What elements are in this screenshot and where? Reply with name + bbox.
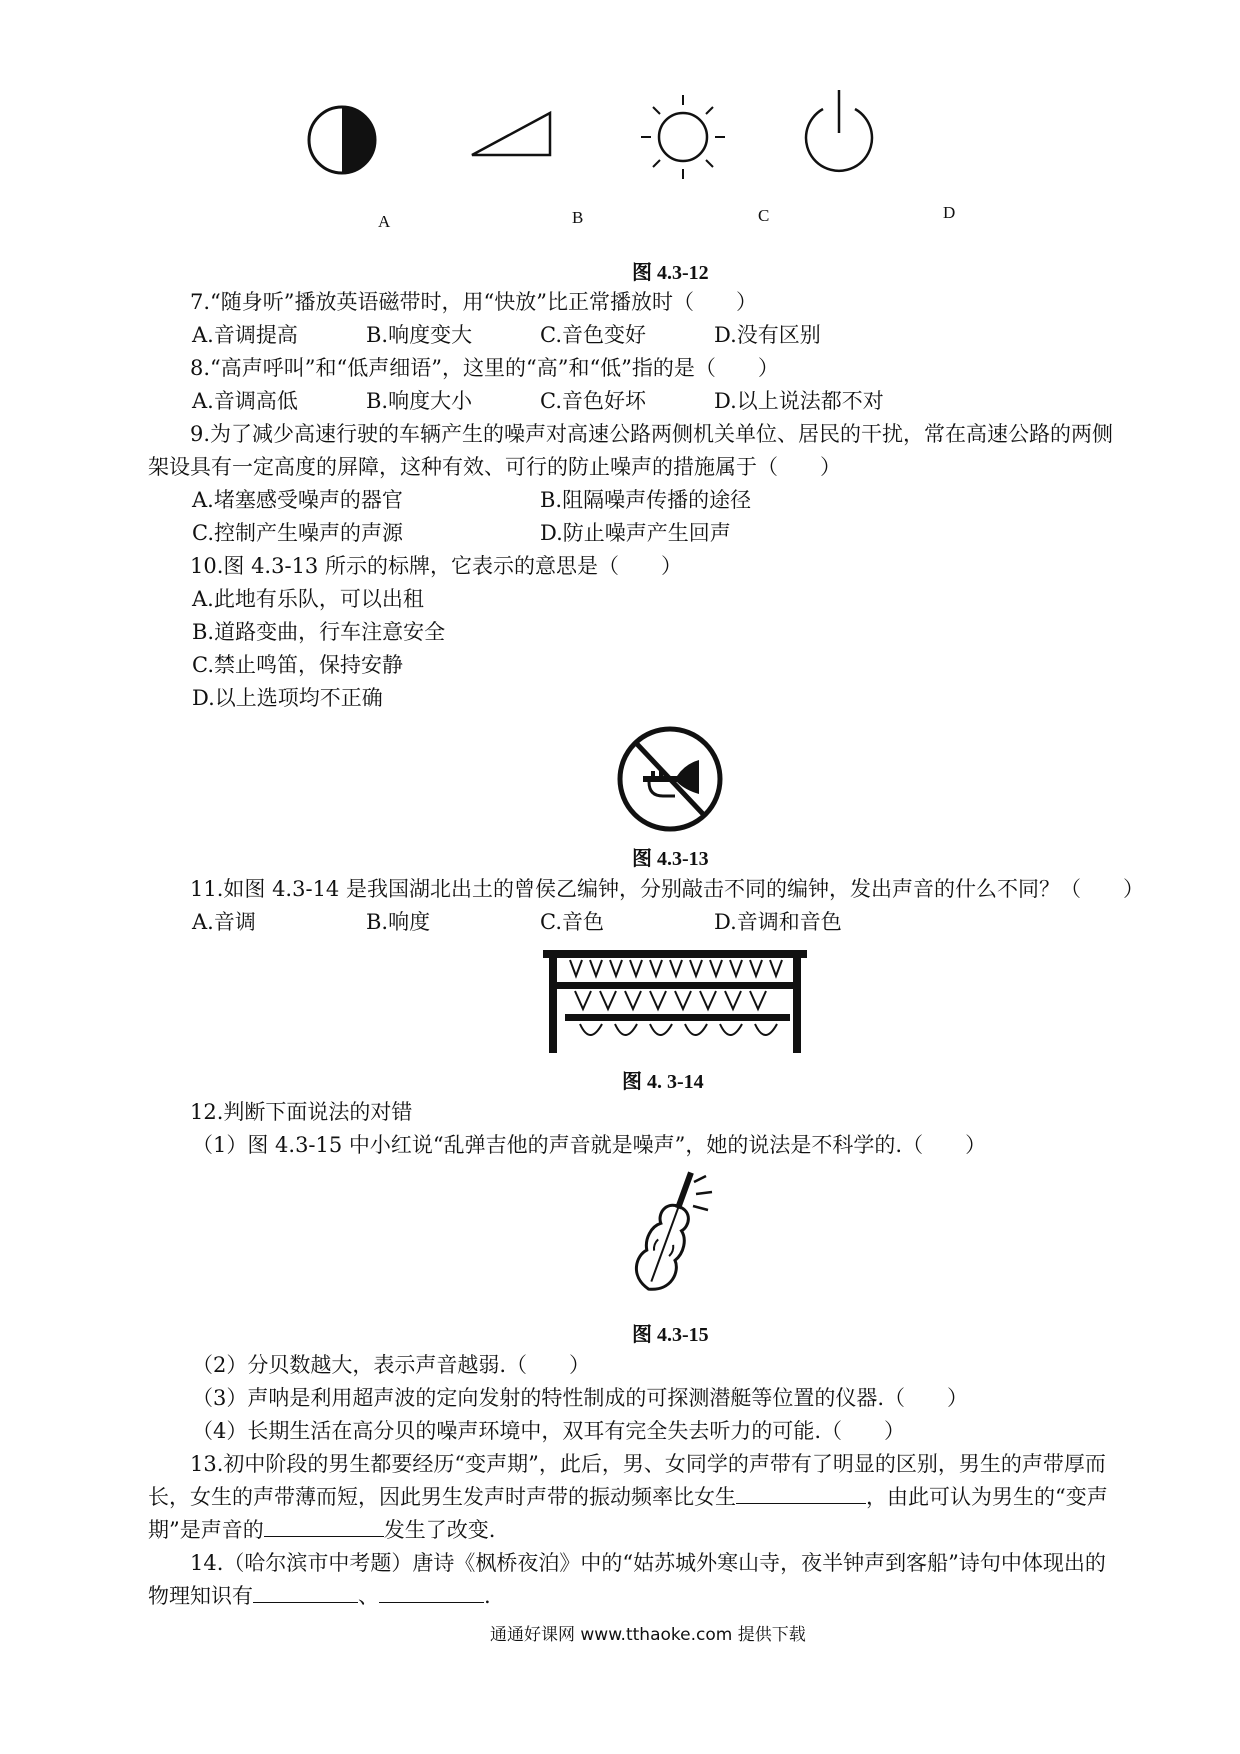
answer-blank-2[interactable] xyxy=(264,1535,384,1537)
answer-blank-3[interactable] xyxy=(253,1601,358,1603)
q11-option-d: D.音调和音色 xyxy=(714,910,842,934)
answer-blank-1[interactable] xyxy=(736,1502,866,1504)
q9-option-c: C.控制产生噪声的声源 xyxy=(192,521,403,545)
question-9-stem-line-1: 9.为了减少高速行驶的车辆产生的噪声对高速公路两侧机关单位、居民的干扰，常在高速公路的两侧 xyxy=(190,422,1114,446)
sun-symbol xyxy=(641,95,725,179)
question-13-line-2-end: ，由此可认为男生的“变声 xyxy=(866,1485,1108,1509)
question-11-stem: 11.如图 4.3-14 是我国湖北出土的曾侯乙编钟，分别敲击不同的编钟，发出声音的什么不同？（ ） xyxy=(190,877,1144,901)
q11-option-a: A.音调 xyxy=(192,910,256,934)
question-9-stem-line-2: 架设具有一定高度的屏障，这种有效、可行的防止噪声的措施属于（ ） xyxy=(148,455,841,479)
q9-option-a: A.堵塞感受噪声的器官 xyxy=(192,488,403,512)
q10-option-b: B.道路变曲，行车注意安全 xyxy=(192,620,446,644)
question-10-stem: 10.图 4.3-13 所示的标牌，它表示的意思是（ ） xyxy=(190,554,682,578)
question-14-line-2 xyxy=(148,1582,491,1610)
figure-4-3-12 xyxy=(300,85,1000,235)
q10-option-c: C.禁止鸣笛，保持安静 xyxy=(192,653,403,677)
q7-option-b: B.响度变大 xyxy=(366,323,473,347)
half-circle-symbol xyxy=(309,107,375,173)
question-8-stem: 8.“高声呼叫”和“低声细语”，这里的“高”和“低”指的是（ ） xyxy=(190,356,779,380)
q12-statement-4: （4）长期生活在高分贝的噪声环境中，双耳有完全失去听力的可能.（ ） xyxy=(192,1419,906,1443)
no-honking-sign-icon xyxy=(615,724,725,834)
q10-option-d: D.以上选项均不正确 xyxy=(192,686,383,710)
q7-option-c: C.音色变好 xyxy=(540,323,646,347)
q12-statement-1: （1）图 4.3-15 中小红说“乱弹吉他的声音就是噪声”，她的说法是不科学的.（ ） xyxy=(192,1133,987,1157)
q11-option-b: B.响度 xyxy=(366,910,431,934)
question-13-line-2-start: 长，女生的声带薄而短，因此男生发声时声带的振动频率比女生 xyxy=(148,1485,736,1509)
q8-option-c: C.音色好坏 xyxy=(540,389,646,413)
q8-option-a: A.音调高低 xyxy=(192,389,298,413)
figure-caption-4-3-14: 图 4. 3-14 xyxy=(622,1071,704,1093)
page-footer: 通通好课网 www.tthaoke.com 提供下载 xyxy=(490,1625,806,1645)
question-12-stem: 12.判断下面说法的对错 xyxy=(190,1100,413,1124)
q7-option-a: A.音调提高 xyxy=(192,323,298,347)
figure-caption-4-3-12: 图 4.3-12 xyxy=(632,262,709,284)
label-c: C xyxy=(758,206,770,225)
question-7-stem: 7.“随身听”播放英语磁带时，用“快放”比正常播放时（ ） xyxy=(190,290,757,314)
q10-option-a: A.此地有乐队，可以出租 xyxy=(192,587,424,611)
label-d: D xyxy=(943,203,956,222)
question-13-line-1: 13.初中阶段的男生都要经历“变声期”，此后，男、女同学的声带有了明显的区别，男生的声带厚而 xyxy=(190,1452,1106,1476)
figure-caption-4-3-15: 图 4.3-15 xyxy=(632,1324,709,1346)
question-14-end: . xyxy=(484,1584,491,1608)
q12-statement-3: （3）声呐是利用超声波的定向发射的特性制成的可探测潜艇等位置的仪器.（ ） xyxy=(192,1386,969,1410)
chime-bells-illustration xyxy=(535,944,815,1056)
q11-option-c: C.音色 xyxy=(540,910,604,934)
q8-option-b: B.响度大小 xyxy=(366,389,473,413)
figure-caption-4-3-13: 图 4.3-13 xyxy=(632,848,709,870)
question-13-line-2 xyxy=(148,1483,1108,1511)
question-14-line-1: 14.（哈尔滨市中考题）唐诗《枫桥夜泊》中的“姑苏城外寒山寺，夜半钟声到客船”诗句中体现出的 xyxy=(190,1551,1106,1575)
answer-blank-4[interactable] xyxy=(379,1601,484,1603)
label-a: A xyxy=(378,212,391,231)
violin-icon xyxy=(620,1164,720,1314)
question-14-line-2-start: 物理知识有 xyxy=(148,1584,253,1608)
question-13-line-3-end: 发生了改变. xyxy=(383,1518,496,1542)
q8-option-d: D.以上说法都不对 xyxy=(714,389,884,413)
question-13-line-3-start: 期”是声音的 xyxy=(148,1518,264,1542)
power-symbol xyxy=(806,90,872,171)
q9-option-b: B.阻隔噪声传播的途径 xyxy=(540,488,752,512)
q9-option-d: D.防止噪声产生回声 xyxy=(540,521,731,545)
label-b: B xyxy=(572,208,584,227)
question-13-line-3 xyxy=(148,1516,495,1544)
q12-statement-2: （2）分贝数越大，表示声音越弱.（ ） xyxy=(192,1353,591,1377)
triangle-symbol xyxy=(472,113,550,155)
question-14-separator: 、 xyxy=(358,1584,379,1608)
q7-option-d: D.没有区别 xyxy=(714,323,821,347)
